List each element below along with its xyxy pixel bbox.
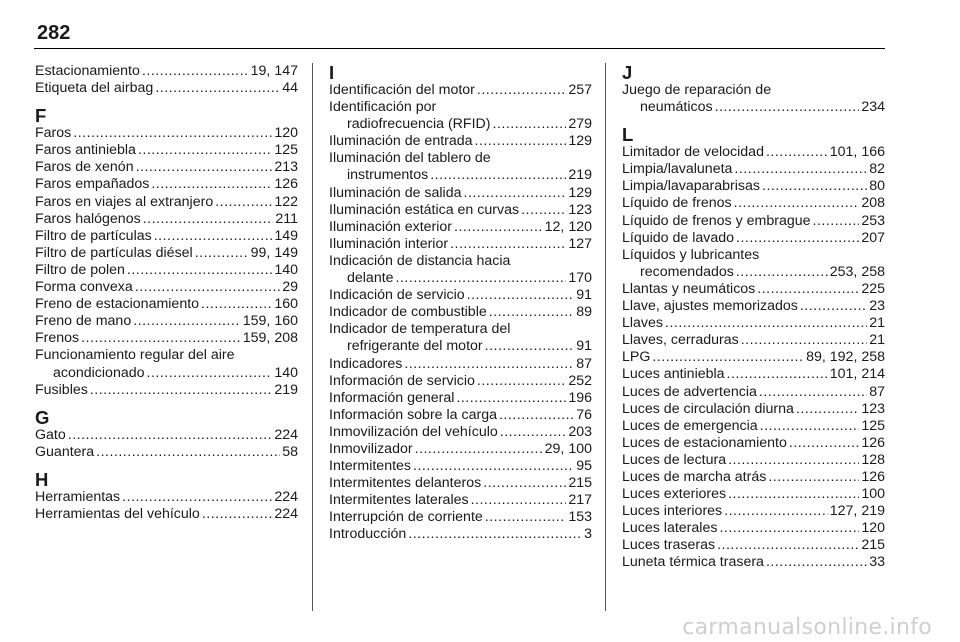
index-entry	[622, 418, 885, 435]
index-entry	[35, 80, 298, 97]
index-entry-term: Líquido de frenos	[622, 195, 732, 212]
index-entry-pages: 91	[576, 338, 592, 355]
index-entry-term: Fusibles	[35, 381, 88, 398]
index-entry-pages: 257	[568, 82, 592, 98]
index-entry-pages: 80	[869, 178, 885, 195]
dot-leader	[147, 365, 273, 382]
index-entry-pages: 120	[274, 125, 298, 142]
index-entry-pages: 129	[568, 184, 592, 201]
section-letter: G	[35, 406, 50, 428]
index-entry-line1: Indicación de distancia hacia	[329, 252, 511, 269]
index-entry-term: Limpia/lavaluneta	[622, 161, 733, 178]
dot-leader	[813, 213, 860, 230]
index-entry	[622, 384, 885, 401]
dot-leader	[727, 366, 828, 383]
dot-leader	[135, 279, 280, 296]
index-entry-term: Luces laterales	[622, 520, 718, 537]
dot-leader	[485, 509, 567, 526]
index-entry-pages: 215	[861, 537, 885, 554]
index-entry	[329, 492, 592, 509]
index-entry-term: Faros antiniebla	[35, 142, 136, 159]
index-entry	[329, 185, 592, 202]
index-entry	[329, 526, 592, 543]
section-letter: H	[35, 468, 49, 490]
dot-leader	[430, 167, 566, 184]
index-entry-pages: 19, 147	[250, 63, 298, 79]
index-entry	[35, 63, 298, 80]
index-entry-term: Herramientas	[35, 488, 121, 505]
index-entry	[329, 458, 592, 475]
index-entry	[622, 554, 885, 571]
dot-leader	[728, 486, 859, 503]
index-entry	[622, 195, 885, 212]
index-entry	[622, 503, 885, 520]
dot-leader	[90, 382, 272, 399]
dot-leader	[456, 390, 566, 407]
index-entry	[622, 401, 885, 418]
index-entry	[329, 99, 592, 133]
dot-leader	[404, 356, 574, 373]
dot-leader	[142, 63, 249, 80]
index-entry-term: Faros de xenón	[35, 159, 134, 176]
dot-leader	[734, 195, 860, 212]
index-entry	[622, 178, 885, 195]
index-entry-term: Luces exteriores	[622, 486, 727, 503]
page-number: 282	[37, 22, 71, 44]
index-entry	[35, 506, 298, 523]
index-entry-pages: 87	[869, 383, 885, 400]
index-entry-term: Luces de marcha atrás	[622, 468, 767, 485]
index-entry-pages: 76	[576, 406, 592, 423]
index-entry-term: Filtro de polen	[35, 261, 125, 278]
index-entry-pages: 12, 120	[544, 218, 592, 235]
dot-leader	[741, 332, 868, 349]
index-entry-term: Faros en viajes al extranjero	[35, 193, 214, 210]
index-entry-pages: 82	[869, 161, 885, 178]
index-entry-term: Freno de mano	[35, 313, 132, 330]
index-entry-pages: 89, 192, 258	[806, 349, 885, 366]
dot-leader	[736, 264, 828, 281]
dot-leader	[73, 125, 272, 142]
index-entry-pages: 3	[584, 526, 592, 543]
index-entry	[35, 142, 298, 159]
index-entry-pages: 253, 258	[829, 263, 885, 280]
index-entry	[329, 356, 592, 373]
index-entry-term: Llaves, cerraduras	[622, 332, 739, 349]
dot-leader	[762, 178, 867, 195]
index-entry	[329, 219, 592, 236]
index-entry	[35, 159, 298, 176]
index-entry-pages: 159, 208	[242, 330, 298, 347]
index-entry-pages: 129	[568, 133, 592, 150]
index-entry	[622, 452, 885, 469]
index-entry	[622, 366, 885, 383]
index-entry-term: Interrupción de corriente	[329, 509, 483, 526]
index-entry-term: Luces traseras	[622, 537, 716, 554]
index-entry-pages: 101, 214	[829, 366, 885, 383]
index-entry-pages: 252	[568, 372, 592, 389]
dot-leader	[734, 161, 867, 178]
index-entry-line1: Identificación por	[329, 99, 437, 116]
section-letter: L	[622, 124, 634, 146]
index-entry-line1: Líquidos y lubricantes	[622, 246, 760, 263]
index-entry-pages: 127	[568, 235, 592, 252]
index-entry-term: Líquido de lavado	[622, 229, 735, 246]
index-entry	[35, 489, 298, 506]
index-entry-term: Faros empañados	[35, 176, 150, 193]
dot-leader	[483, 475, 566, 492]
index-entry-pages: 29	[282, 279, 298, 296]
index-entry-term: Iluminación estática en curvas	[329, 201, 520, 218]
section-letter: I	[329, 62, 335, 83]
index-entry-term: Iluminación de entrada	[329, 133, 473, 150]
index-entry	[35, 427, 298, 444]
index-entry	[622, 281, 885, 298]
index-entry	[35, 279, 298, 296]
index-entry	[329, 236, 592, 253]
index-entry	[35, 211, 298, 228]
dot-leader	[154, 228, 273, 245]
index-entry-line1: Juego de reparación de	[622, 82, 772, 98]
index-entry	[622, 298, 885, 315]
index-entry-term: recomendados	[640, 263, 734, 280]
dot-leader	[728, 452, 859, 469]
index-entry-pages: 153	[568, 509, 592, 526]
dot-leader	[485, 338, 575, 355]
index-entry-line1: Indicador de temperatura del	[329, 321, 511, 338]
dot-leader	[736, 230, 859, 247]
dot-leader	[201, 296, 272, 313]
index-entry-pages: 234	[861, 99, 885, 116]
index-entry-term: Inmovilización del vehículo	[329, 423, 498, 440]
index-entry-term: Frenos	[35, 330, 80, 347]
index-entry-term: Herramientas del vehículo	[35, 505, 200, 522]
index-entry-pages: 196	[568, 389, 592, 406]
index-entry-term: Estacionamiento	[35, 63, 140, 79]
dot-leader	[122, 489, 272, 506]
dot-leader	[68, 427, 273, 444]
index-entry	[35, 313, 298, 330]
index-entry	[329, 373, 592, 390]
index-entry-pages: 140	[274, 261, 298, 278]
index-entry-term: Luces de lectura	[622, 451, 727, 468]
dot-leader	[471, 492, 567, 509]
index-entry-term: Información de servicio	[329, 372, 475, 389]
index-entry-line1: Iluminación del tablero de	[329, 150, 491, 167]
index-entry-pages: 149	[274, 227, 298, 244]
index-entry-term: Identificación del motor	[329, 82, 475, 98]
dot-leader	[715, 99, 860, 116]
index-entry-pages: 140	[274, 364, 298, 381]
index-entry-term: Luces de estacionamiento	[622, 434, 787, 451]
index-entry-pages: 203	[568, 423, 592, 440]
index-entry-term: acondicionado	[53, 364, 145, 381]
index-entry-pages: 219	[274, 381, 298, 398]
index-entry	[622, 230, 885, 247]
index-entry-term: Faros halógenos	[35, 210, 141, 227]
index-entry-pages: 224	[274, 505, 298, 522]
header-rule	[34, 48, 885, 49]
index-column-3	[622, 63, 885, 572]
index-entry-pages: 87	[576, 355, 592, 372]
index-entry-term: Gato	[35, 426, 66, 443]
index-entry	[329, 304, 592, 321]
index-entry	[35, 125, 298, 142]
dot-leader	[800, 298, 867, 315]
index-entry-pages: 208	[861, 195, 885, 212]
index-entry	[622, 537, 885, 554]
dot-leader	[155, 80, 280, 97]
index-entry-pages: 122	[274, 193, 298, 210]
index-entry-term: Indicador de combustible	[329, 304, 487, 321]
index-entry	[329, 321, 592, 355]
column-divider-1	[312, 63, 313, 611]
index-entry	[35, 245, 298, 262]
index-entry	[622, 161, 885, 178]
index-entry-pages: 100	[861, 486, 885, 503]
index-entry-pages: 207	[861, 229, 885, 246]
index-entry-pages: 160	[274, 296, 298, 313]
dot-leader	[143, 211, 274, 228]
column-divider-2	[605, 63, 606, 611]
dot-leader	[450, 236, 566, 253]
index-entry-pages: 44	[282, 80, 298, 97]
index-entry-term: Limpia/lavaparabrisas	[622, 178, 761, 195]
dot-leader	[766, 144, 828, 161]
section-letter: J	[622, 62, 633, 83]
index-entry-term: Forma convexa	[35, 279, 133, 296]
index-entry-term: Luces de emergencia	[622, 417, 758, 434]
index-entry-term: Indicadores	[329, 355, 403, 372]
index-entry-term: Guantera	[35, 443, 95, 460]
dot-leader	[454, 219, 543, 236]
index-entry-term: Filtro de partículas	[35, 227, 152, 244]
index-entry-term: Inmovilizador	[329, 440, 413, 457]
index-entry	[622, 349, 885, 366]
index-entry-pages: 89	[576, 304, 592, 321]
dot-leader	[467, 287, 575, 304]
dot-leader	[796, 401, 859, 418]
index-entry-line1: Funcionamiento regular del aire	[35, 347, 235, 364]
index-entry-term: Información general	[329, 389, 455, 406]
index-entry-pages: 127, 219	[829, 503, 885, 520]
dot-leader	[489, 304, 574, 321]
index-entry-pages: 170	[568, 270, 592, 287]
dot-leader	[477, 82, 566, 99]
index-entry	[622, 213, 885, 230]
index-entry-term: delante	[347, 270, 394, 287]
index-entry-term: Líquido de frenos y embrague	[622, 212, 811, 229]
dot-leader	[493, 116, 567, 133]
index-entry-pages: 33	[869, 554, 885, 571]
index-entry	[329, 441, 592, 458]
index-entry-term: Indicación de servicio	[329, 287, 465, 304]
index-entry-pages: 224	[274, 426, 298, 443]
dot-leader	[759, 384, 867, 401]
index-entry	[35, 296, 298, 313]
dot-leader	[415, 441, 543, 458]
index-entry-term: Freno de estacionamiento	[35, 296, 200, 313]
dot-leader	[768, 469, 859, 486]
dot-leader	[760, 418, 860, 435]
index-entry-pages: 91	[576, 287, 592, 304]
dot-leader	[500, 424, 567, 441]
dot-leader	[475, 133, 567, 150]
index-entry-pages: 224	[274, 488, 298, 505]
index-entry	[329, 253, 592, 287]
dot-leader	[477, 373, 566, 390]
index-entry-pages: 29, 100	[544, 440, 592, 457]
index-entry-pages: 95	[576, 458, 592, 475]
index-entry-term: Introducción	[329, 526, 407, 543]
dot-leader	[133, 313, 241, 330]
index-entry-term: Luces de advertencia	[622, 383, 757, 400]
index-entry-term: Iluminación interior	[329, 235, 449, 252]
index-entry-term: Llaves	[622, 315, 664, 332]
index-entry-term: Limitador de velocidad	[622, 144, 764, 161]
index-entry-term: Iluminación exterior	[329, 218, 453, 235]
index-entry-pages: 101, 166	[829, 144, 885, 161]
index-entry-pages: 21	[869, 332, 885, 349]
index-entry-term: Intermitentes laterales	[329, 492, 469, 509]
dot-leader	[766, 554, 867, 571]
dot-leader	[719, 520, 859, 537]
section-letter: F	[35, 105, 47, 127]
index-entry-term: instrumentos	[347, 167, 429, 184]
dot-leader	[396, 270, 567, 287]
index-entry-pages: 125	[861, 417, 885, 434]
index-entry-pages: 120	[861, 520, 885, 537]
index-column-2	[329, 63, 592, 544]
dot-leader	[151, 176, 272, 193]
index-entry-pages: 23	[869, 298, 885, 315]
index-entry	[329, 150, 592, 184]
index-entry-pages: 219	[568, 167, 592, 184]
index-entry-term: Información sobre la carga	[329, 406, 497, 423]
index-entry	[329, 287, 592, 304]
index-entry-pages: 58	[282, 443, 298, 460]
index-entry-term: Llave, ajustes memorizados	[622, 298, 798, 315]
index-entry	[329, 390, 592, 407]
dot-leader	[215, 194, 272, 211]
index-entry-term: Luces de circulación diurna	[622, 400, 794, 417]
watermark: carmanualsonline.info	[682, 615, 932, 640]
index-entry-term: radiofrecuencia (RFID)	[347, 116, 491, 133]
index-entry-pages: 253	[861, 212, 885, 229]
index-entry-pages: 159, 160	[242, 313, 298, 330]
index-entry	[329, 475, 592, 492]
dot-leader	[789, 435, 859, 452]
index-entry-term: neumáticos	[640, 99, 713, 116]
dot-leader	[408, 526, 582, 543]
index-entry	[35, 262, 298, 279]
dot-leader	[717, 537, 859, 554]
dot-leader	[652, 349, 804, 366]
index-entry	[622, 486, 885, 503]
index-entry	[622, 332, 885, 349]
index-entry-pages: 128	[861, 451, 885, 468]
index-entry	[622, 144, 885, 161]
dot-leader	[521, 202, 566, 219]
index-entry	[622, 82, 885, 116]
index-entry-pages: 126	[861, 468, 885, 485]
index-entry-pages: 99, 149	[250, 244, 298, 261]
dot-leader	[202, 506, 273, 523]
index-entry	[329, 202, 592, 219]
index-entry-pages: 211	[275, 210, 298, 227]
index-entry-pages: 279	[568, 116, 592, 133]
index-entry	[329, 133, 592, 150]
dot-leader	[757, 281, 859, 298]
index-entry	[35, 330, 298, 347]
index-entry-pages: 21	[869, 315, 885, 332]
index-entry	[622, 469, 885, 486]
dot-leader	[413, 458, 574, 475]
index-entry-term: refrigerante del motor	[347, 338, 483, 355]
index-entry-pages: 213	[274, 159, 298, 176]
index-entry	[35, 347, 298, 381]
index-entry-term: Iluminación de salida	[329, 184, 462, 201]
index-entry-pages: 126	[274, 176, 298, 193]
dot-leader	[136, 159, 273, 176]
index-entry	[35, 176, 298, 193]
index-entry-term: Luces interiores	[622, 503, 723, 520]
index-entry-term: Intermitentes delanteros	[329, 475, 482, 492]
index-entry-pages: 123	[861, 400, 885, 417]
index-entry	[35, 444, 298, 461]
index-entry	[329, 509, 592, 526]
index-entry	[329, 407, 592, 424]
dot-leader	[195, 245, 249, 262]
index-entry	[622, 435, 885, 452]
index-entry	[35, 194, 298, 211]
dot-leader	[665, 315, 867, 332]
index-entry	[35, 228, 298, 245]
index-entry-term: LPG	[622, 349, 651, 366]
index-entry-term: Etiqueta del airbag	[35, 80, 154, 97]
index-entry	[329, 82, 592, 99]
index-entry	[35, 382, 298, 399]
index-entry	[329, 424, 592, 441]
index-entry	[622, 315, 885, 332]
index-entry-pages: 126	[861, 434, 885, 451]
dot-leader	[81, 330, 241, 347]
index-entry-term: Filtro de partículas diésel	[35, 244, 193, 261]
index-entry-pages: 215	[568, 475, 592, 492]
index-entry-pages: 123	[568, 201, 592, 218]
dot-leader	[127, 262, 272, 279]
dot-leader	[96, 444, 280, 461]
dot-leader	[724, 503, 828, 520]
index-column-1	[35, 63, 298, 523]
index-entry-term: Luces antiniebla	[622, 366, 725, 383]
index-entry-term: Faros	[35, 125, 72, 142]
index-entry-pages: 125	[274, 142, 298, 159]
index-entry	[622, 247, 885, 281]
index-entry-term: Luneta térmica trasera	[622, 554, 764, 571]
index-entry-term: Intermitentes	[329, 458, 412, 475]
dot-leader	[464, 185, 567, 202]
dot-leader	[138, 142, 272, 159]
index-entry-pages: 217	[568, 492, 592, 509]
index-entry-pages: 225	[861, 280, 885, 297]
index-entry-term: Llantas y neumáticos	[622, 280, 756, 297]
index-entry	[622, 520, 885, 537]
dot-leader	[499, 407, 574, 424]
